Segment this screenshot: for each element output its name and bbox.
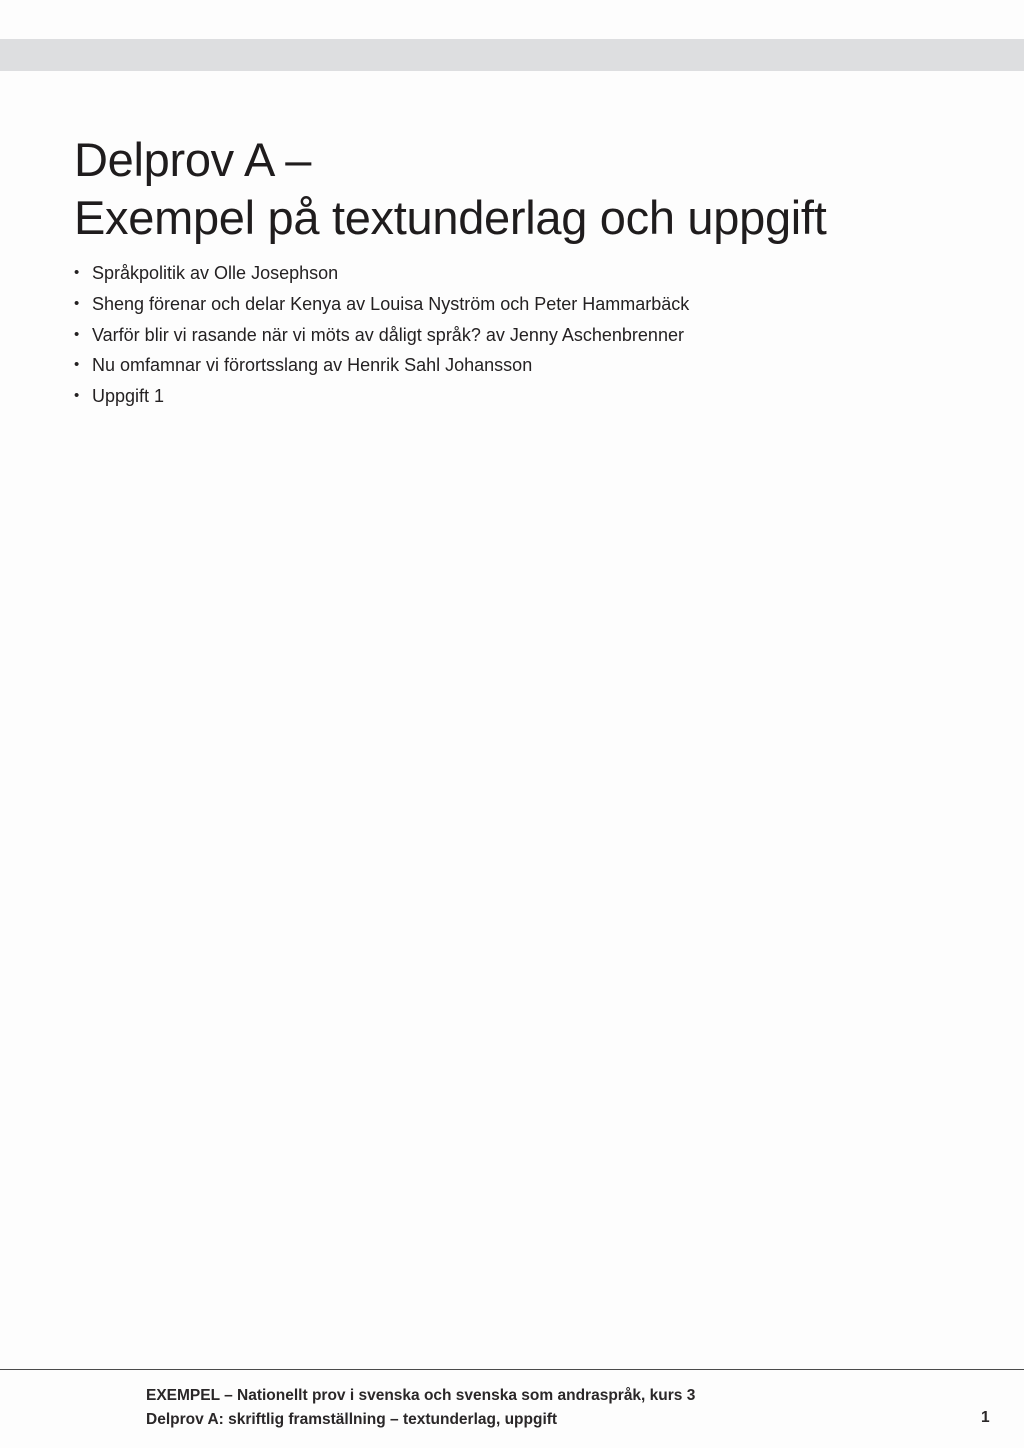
page-number: 1 — [981, 1409, 990, 1426]
footer-line-1: EXEMPEL – Nationellt prov i svenska och svenska som andraspråk, kurs 3 — [146, 1387, 696, 1404]
page-title-line-2: Exempel på textunderlag och uppgift — [74, 191, 827, 244]
footer-line-2: Delprov A: skriftlig framställning – textunderlag, uppgift — [146, 1411, 558, 1428]
page-title-line-1: Delprov A – — [74, 133, 312, 186]
contents-item: • Nu omfamnar vi förortsslang av Henrik Sahl Johansson — [74, 350, 689, 381]
header-band — [0, 39, 1024, 71]
contents-item: • Varför blir vi rasande när vi möts av dåligt språk? av Jenny Aschenbrenner — [74, 320, 689, 351]
page-title — [74, 131, 826, 247]
footer-divider — [0, 1369, 1024, 1370]
contents-list — [74, 258, 689, 412]
contents-item: • Uppgift 1 — [74, 381, 689, 412]
contents-item: • Sheng förenar och delar Kenya av Louisa Nyström och Peter Hammarbäck — [74, 289, 689, 320]
footer — [146, 1384, 695, 1432]
contents-item: • Språkpolitik av Olle Josephson — [74, 258, 689, 289]
